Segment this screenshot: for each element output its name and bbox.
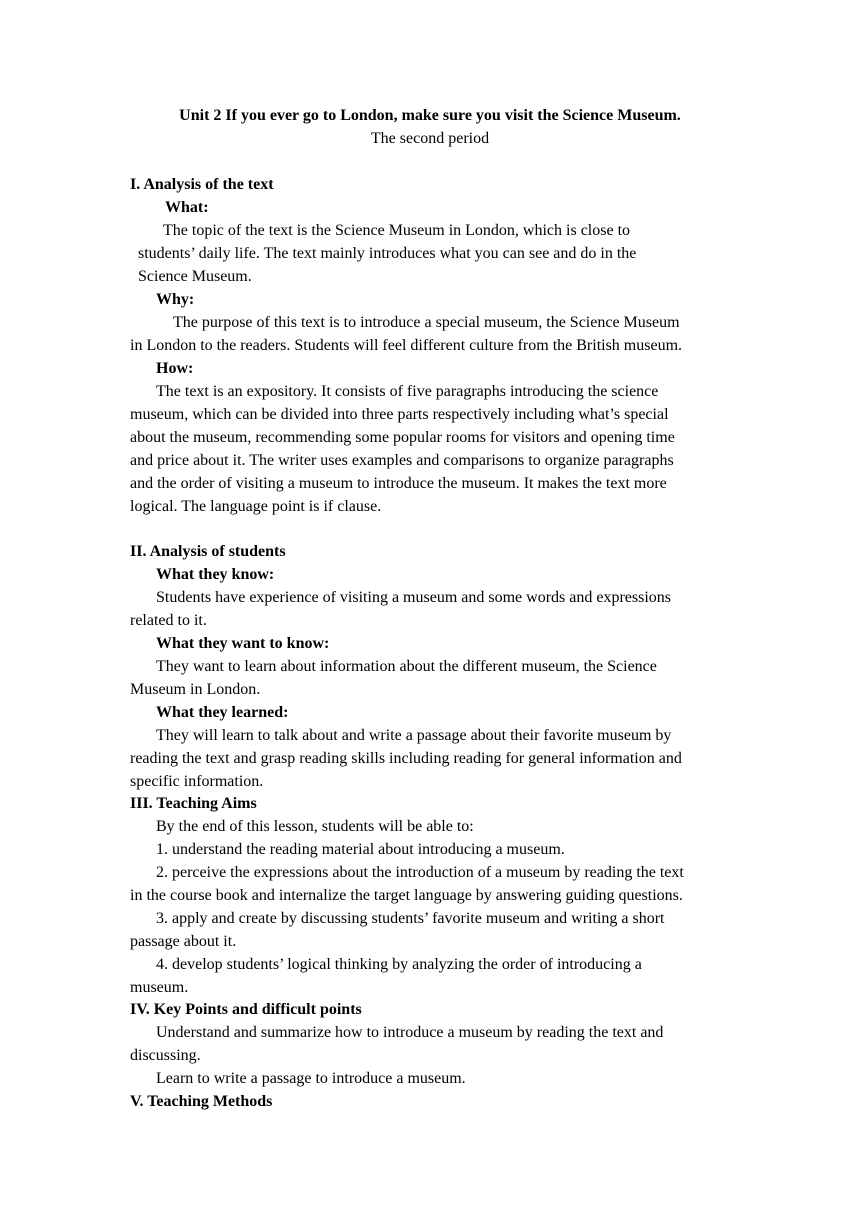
paragraph-line: discussing. bbox=[130, 1047, 201, 1064]
paragraph-line: in the course book and internalize the target language by answering guiding questions. bbox=[130, 887, 683, 904]
section-heading: II. Analysis of students bbox=[130, 543, 286, 560]
paragraph-line: and the order of visiting a museum to introduce the museum. It makes the text more bbox=[130, 475, 667, 492]
paragraph-line: The text is an expository. It consists of five paragraphs introducing the science bbox=[156, 383, 659, 400]
list-item: 4. develop students’ logical thinking by analyzing the order of introducing a bbox=[156, 956, 642, 973]
paragraph-line: students’ daily life. The text mainly introduces what you can see and do in the bbox=[138, 245, 637, 262]
paragraph-line: By the end of this lesson, students will be able to: bbox=[156, 818, 474, 835]
subheading-what-they-want: What they want to know: bbox=[156, 635, 330, 652]
paragraph-line: passage about it. bbox=[130, 933, 237, 950]
paragraph-line: and price about it. The writer uses examples and comparisons to organize paragraphs bbox=[130, 452, 674, 469]
paragraph-line: They want to learn about information about the different museum, the Science bbox=[156, 658, 657, 675]
paragraph-line: related to it. bbox=[130, 612, 207, 629]
document-subtitle: The second period bbox=[370, 130, 490, 147]
paragraph-line: logical. The language point is if clause. bbox=[130, 498, 382, 515]
subheading-why: Why: bbox=[156, 291, 195, 308]
list-item: 3. apply and create by discussing students’ favorite museum and writing a short bbox=[156, 910, 665, 927]
paragraph-line: Learn to write a passage to introduce a museum. bbox=[156, 1070, 466, 1087]
subheading-how: How: bbox=[156, 360, 194, 377]
subheading-what-they-know: What they know: bbox=[156, 566, 275, 583]
section-heading: III. Teaching Aims bbox=[130, 795, 257, 812]
section-heading: I. Analysis of the text bbox=[130, 176, 274, 193]
paragraph-line: The topic of the text is the Science Museum in London, which is close to bbox=[163, 222, 631, 239]
paragraph-line: They will learn to talk about and write a passage about their favorite museum by bbox=[156, 727, 672, 744]
list-item: 1. understand the reading material about introducing a museum. bbox=[156, 841, 565, 858]
paragraph-line: specific information. bbox=[130, 773, 264, 790]
paragraph-line: museum, which can be divided into three parts respectively including what’s special bbox=[130, 406, 669, 423]
paragraph-line: museum. bbox=[130, 979, 189, 996]
paragraph-line: Science Museum. bbox=[138, 268, 252, 285]
list-item: 2. perceive the expressions about the introduction of a museum by reading the text bbox=[156, 864, 684, 881]
paragraph-line: Students have experience of visiting a museum and some words and expressions bbox=[156, 589, 671, 606]
document-title: Unit 2 If you ever go to London, make sure you visit the Science Museum. bbox=[179, 107, 681, 124]
paragraph-line: reading the text and grasp reading skills including reading for general information and bbox=[130, 750, 682, 767]
paragraph-line: Museum in London. bbox=[130, 681, 261, 698]
paragraph-line: about the museum, recommending some popular rooms for visitors and opening time bbox=[130, 429, 675, 446]
subheading-what: What: bbox=[165, 199, 209, 216]
section-heading: V. Teaching Methods bbox=[130, 1093, 273, 1110]
paragraph-line: Understand and summarize how to introduce a museum by reading the text and bbox=[156, 1024, 664, 1041]
subheading-what-they-learned: What they learned: bbox=[156, 704, 289, 721]
paragraph-line: in London to the readers. Students will feel different culture from the British museum. bbox=[130, 337, 683, 354]
paragraph-line: The purpose of this text is to introduce a special museum, the Science Museum bbox=[173, 314, 680, 331]
section-heading: IV. Key Points and difficult points bbox=[130, 1001, 362, 1018]
